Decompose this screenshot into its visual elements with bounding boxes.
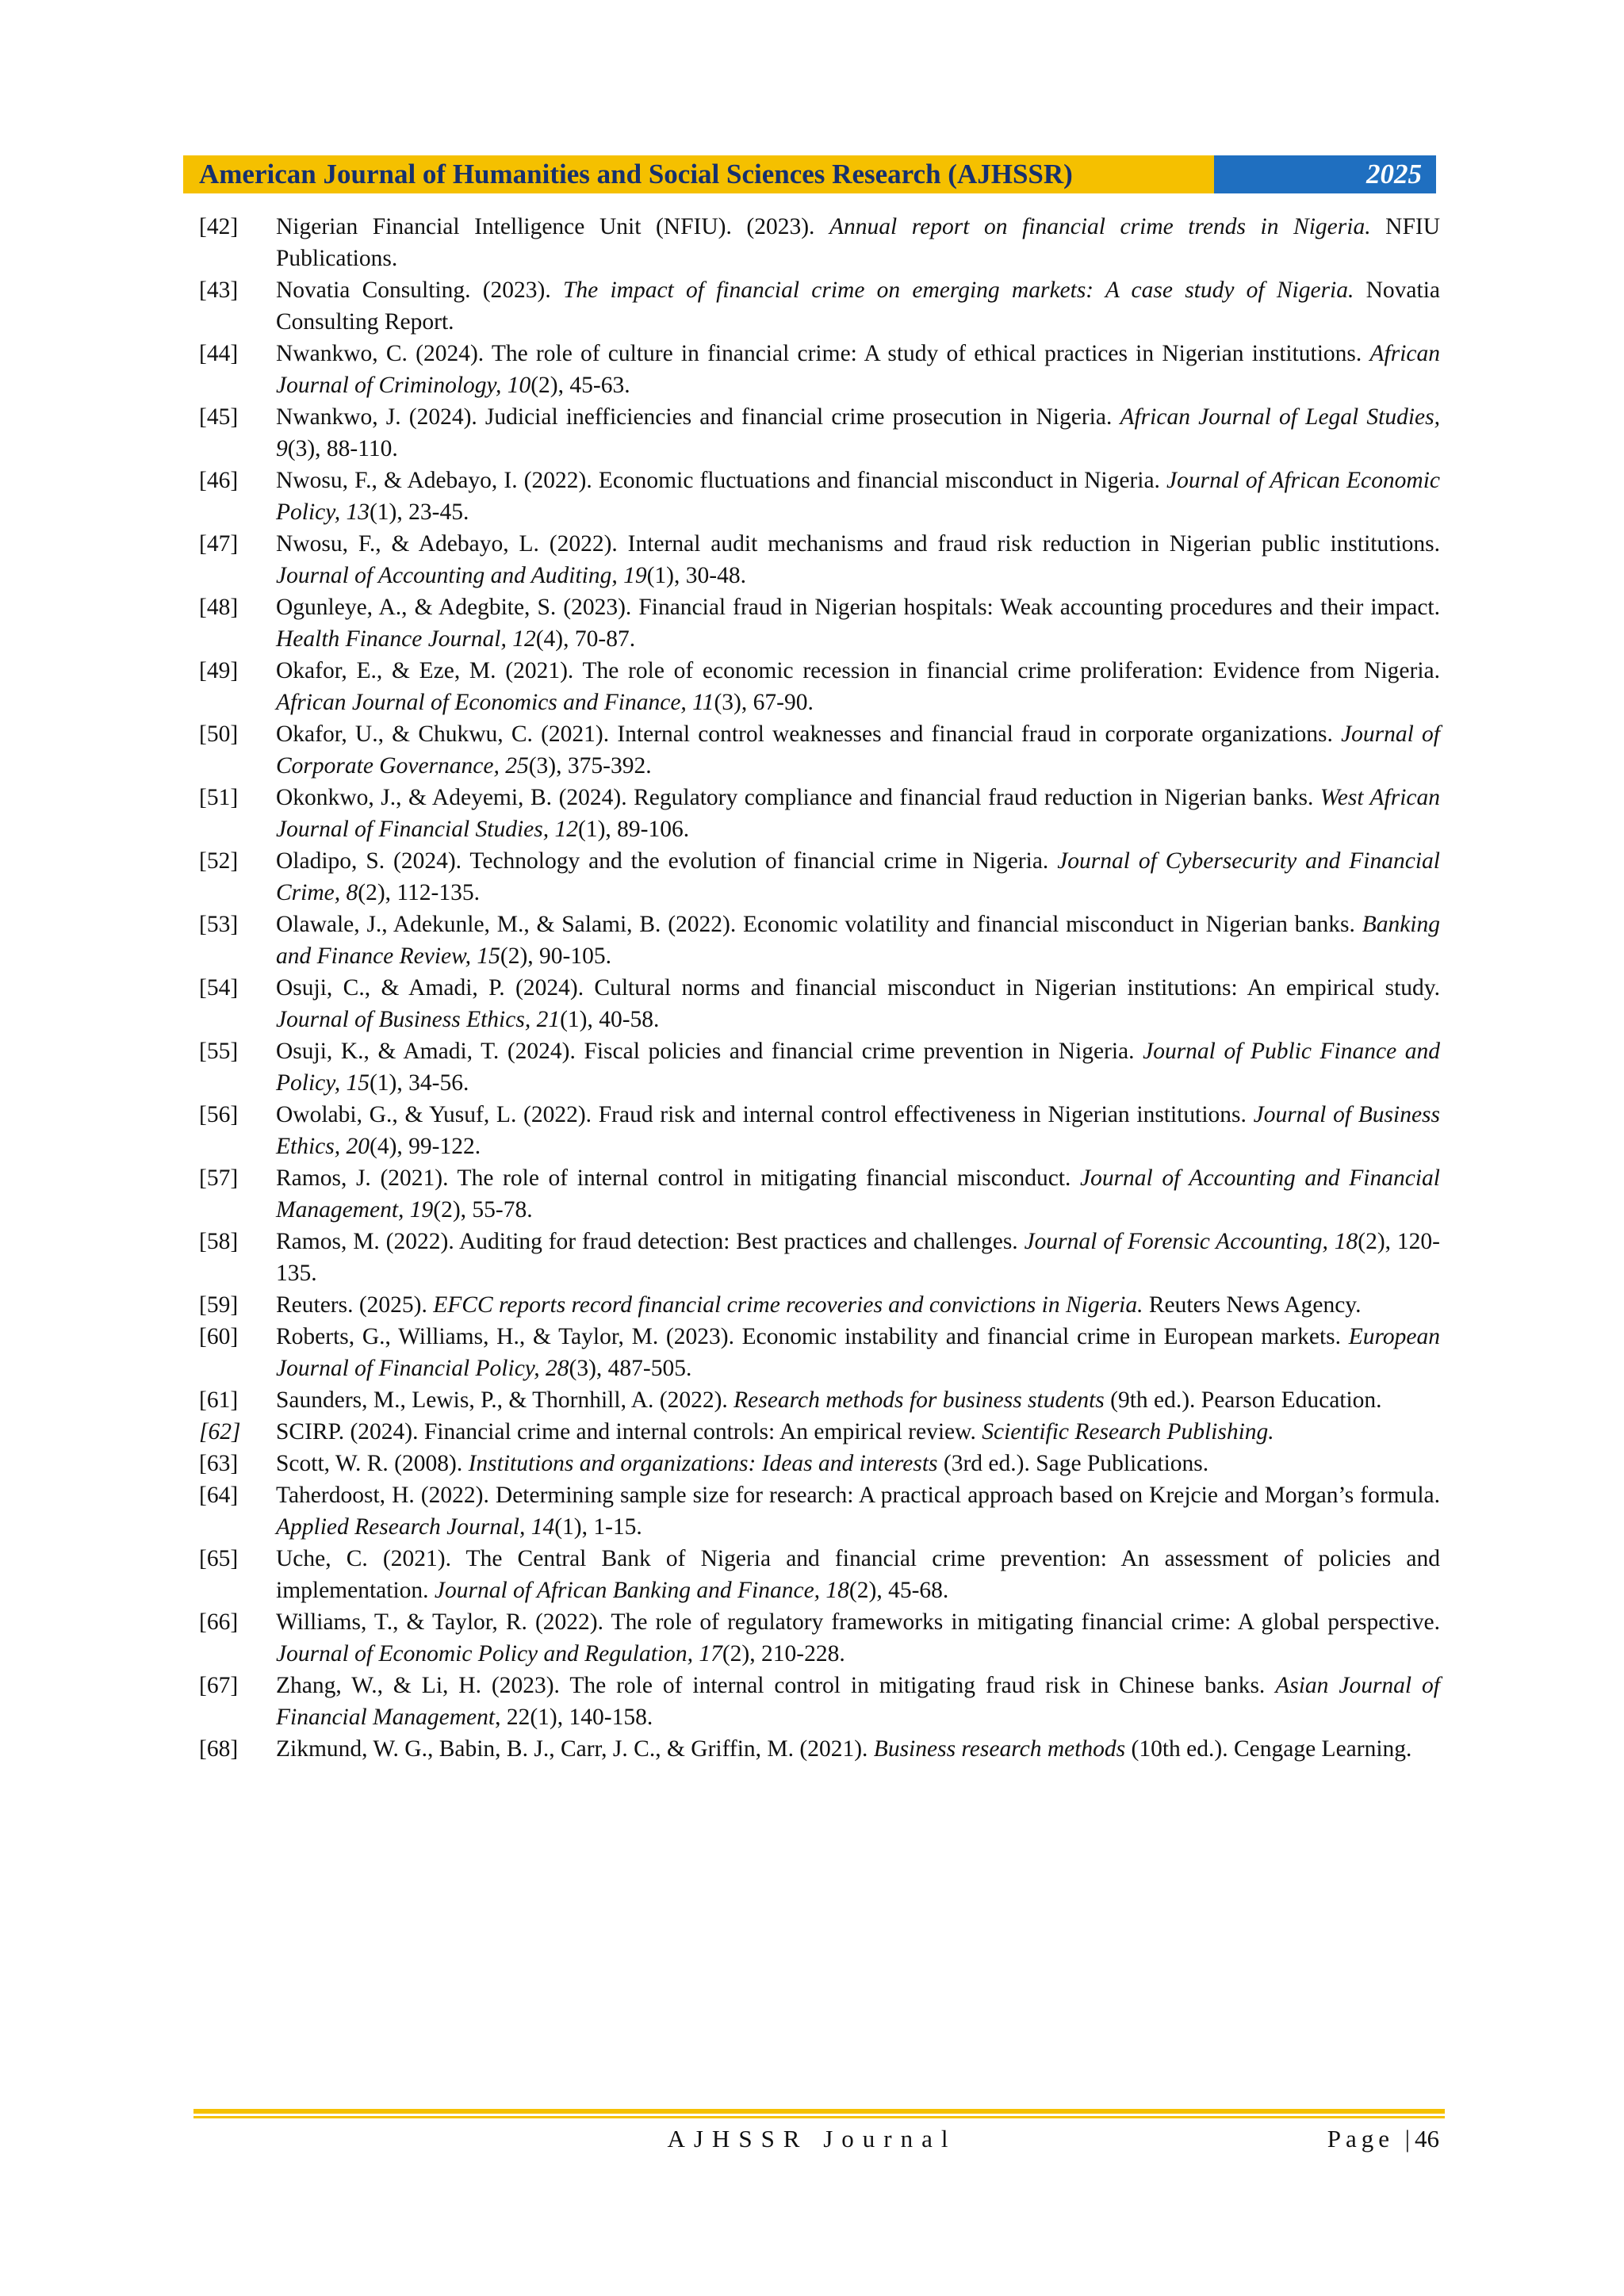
reference-number: [61] <box>199 1387 239 1413</box>
reference-text <box>276 1606 1440 1670</box>
reference-number: [58] <box>199 1229 239 1254</box>
reference-text-span: Novatia Consulting Report. <box>276 277 1441 335</box>
reference-source-italic: Journal of Business Ethics, 21 <box>276 1007 561 1032</box>
reference-text-span: Ramos, J. (2021). The role of internal control in mitigating financial misconduct. <box>276 1165 1080 1191</box>
reference-text-span: Osuji, C., & Amadi, P. (2024). Cultural norms and financial misconduct in Nigerian institutions: An empirical study. <box>276 975 1440 1001</box>
reference-text <box>276 528 1440 591</box>
reference-item <box>199 528 1440 591</box>
reference-source-italic: EFCC reports record financial crime recoveries and convictions in Nigeria. <box>433 1292 1143 1318</box>
reference-text <box>276 1670 1440 1733</box>
reference-text <box>276 274 1440 338</box>
reference-item <box>199 591 1440 655</box>
reference-text-span: (1), 23-45. <box>369 499 469 525</box>
reference-text-span: (3rd ed.). Sage Publications. <box>937 1451 1209 1476</box>
reference-text-span: (3), 487-505. <box>569 1356 692 1381</box>
reference-text <box>276 782 1440 845</box>
reference-text <box>276 211 1440 274</box>
page-label: Page | <box>1327 2125 1415 2152</box>
reference-text-span: (9th ed.). Pearson Education. <box>1104 1387 1382 1413</box>
reference-item <box>199 338 1440 401</box>
reference-number: [62] <box>199 1419 241 1445</box>
reference-number: [43] <box>199 277 239 303</box>
reference-text <box>276 1099 1440 1162</box>
reference-item <box>199 1416 1440 1448</box>
reference-source-italic: Journal of Economic Policy and Regulation, 17 <box>276 1641 722 1667</box>
reference-text-span: Okafor, E., & Eze, M. (2021). The role of economic recession in financial crime proliferation: Evidence from Nigeria. <box>276 658 1440 683</box>
reference-text-span: (3), 67-90. <box>714 690 814 715</box>
reference-text-span: NFIU Publications. <box>276 214 1440 271</box>
reference-source-italic: European Journal of Financial Policy, 28 <box>276 1324 1440 1381</box>
reference-source-italic: Journal of Cybersecurity and Financial Crime, 8 <box>276 848 1440 905</box>
reference-number: [50] <box>199 721 239 747</box>
reference-text-span: Ogunleye, A., & Adegbite, S. (2023). Financial fraud in Nigerian hospitals: Weak accounting procedures and their impact. <box>276 595 1440 620</box>
reference-text-span: Scott, W. R. (2008). <box>276 1451 469 1476</box>
reference-text-span: Nwosu, F., & Adebayo, L. (2022). Internal audit mechanisms and fraud risk reduction in Nigerian public institutions. <box>276 531 1440 557</box>
reference-text-span: , 22(1), 140-158. <box>495 1705 653 1730</box>
page-number: 46 <box>1415 2125 1439 2152</box>
reference-number: [60] <box>199 1324 239 1349</box>
reference-number: [52] <box>199 848 239 874</box>
reference-text <box>276 401 1440 465</box>
reference-text <box>276 909 1440 972</box>
reference-text-span: Okonkwo, J., & Adeyemi, B. (2024). Regulatory compliance and financial fraud reduction in Nigerian banks. <box>276 785 1320 810</box>
footer-journal-name: AJHSSR Journal <box>667 2125 957 2152</box>
reference-number: [42] <box>199 214 239 239</box>
reference-item <box>199 1448 1440 1479</box>
reference-text-span: Taherdoost, H. (2022). Determining sample size for research: A practical approach based on Krejcie and Morgan’s formula. <box>276 1483 1440 1508</box>
reference-text-span: Osuji, K., & Amadi, T. (2024). Fiscal policies and financial crime prevention in Nigeria. <box>276 1039 1143 1064</box>
reference-text-span: (1), 89-106. <box>578 817 690 842</box>
reference-item <box>199 1162 1440 1226</box>
reference-text-span: Olawale, J., Adekunle, M., & Salami, B. (2022). Economic volatility and financial misconduct in Nigerian banks. <box>276 912 1362 937</box>
reference-number: [51] <box>199 785 239 810</box>
reference-text <box>276 1543 1440 1606</box>
reference-text <box>276 1321 1440 1384</box>
reference-number: [64] <box>199 1483 239 1508</box>
reference-number: [54] <box>199 975 239 1001</box>
reference-text-span: (4), 99-122. <box>370 1134 481 1159</box>
reference-item <box>199 401 1440 465</box>
reference-item <box>199 1321 1440 1384</box>
footer-rule <box>193 2109 1445 2114</box>
reference-text-span: SCIRP. (2024). Financial crime and internal controls: An empirical review. <box>276 1419 982 1445</box>
reference-text-span: (2), 45-63. <box>530 373 630 398</box>
reference-source-italic: Journal of African Banking and Finance, 18 <box>434 1578 849 1603</box>
reference-number: [46] <box>199 468 239 493</box>
reference-item <box>199 1606 1440 1670</box>
reference-text-span: (2), 210-228. <box>722 1641 845 1667</box>
reference-text <box>276 338 1440 401</box>
reference-item <box>199 718 1440 782</box>
reference-source-italic: Institutions and organizations: Ideas and interests <box>468 1451 938 1476</box>
reference-number: [45] <box>199 404 239 430</box>
footer-page-indicator <box>1327 2123 1439 2155</box>
reference-text <box>276 1289 1440 1321</box>
reference-source-italic: Journal of Corporate Governance, 25 <box>276 721 1441 779</box>
reference-text-span: Uche, C. (2021). The Central Bank of Nigeria and financial crime prevention: An assessment of policies and implementation. <box>276 1546 1440 1603</box>
reference-text-span: Nwankwo, J. (2024). Judicial inefficiencies and financial crime prosecution in Nigeria. <box>276 404 1120 430</box>
reference-item <box>199 655 1440 718</box>
reference-number: [49] <box>199 658 239 683</box>
reference-number: [63] <box>199 1451 239 1476</box>
reference-item <box>199 1099 1440 1162</box>
reference-source-italic: Business research methods <box>873 1736 1126 1762</box>
reference-text <box>276 1162 1440 1226</box>
reference-source-italic: Journal of Accounting and Financial Management, 19 <box>276 1165 1440 1223</box>
reference-source-italic: Banking and Finance Review, 15 <box>276 912 1440 969</box>
reference-number: [59] <box>199 1292 239 1318</box>
reference-item <box>199 909 1440 972</box>
reference-source-italic: Scientific Research Publishing. <box>982 1419 1274 1445</box>
reference-text-span: Zikmund, W. G., Babin, B. J., Carr, J. C., & Griffin, M. (2021). <box>276 1736 874 1762</box>
reference-source-italic: African Journal of Economics and Finance, 11 <box>276 690 714 715</box>
reference-number: [56] <box>199 1102 239 1127</box>
reference-source-italic: Health Finance Journal, 12 <box>276 626 536 652</box>
reference-item <box>199 1543 1440 1606</box>
reference-text-span: (1), 40-58. <box>560 1007 660 1032</box>
reference-number: [65] <box>199 1546 239 1571</box>
reference-number: [68] <box>199 1736 239 1762</box>
reference-text-span: (1), 34-56. <box>369 1070 469 1096</box>
reference-item <box>199 465 1440 528</box>
reference-text-span: (2), 90-105. <box>500 943 611 969</box>
reference-text-span: Okafor, U., & Chukwu, C. (2021). Internal control weaknesses and financial fraud in corporate organizations. <box>276 721 1342 747</box>
reference-source-italic: African Journal of Legal Studies, 9 <box>276 404 1440 461</box>
reference-text-span: Zhang, W., & Li, H. (2023). The role of internal control in mitigating fraud risk in Chinese banks. <box>276 1673 1276 1698</box>
reference-text-span: (2), 55-78. <box>433 1197 533 1223</box>
reference-number: [66] <box>199 1609 239 1635</box>
reference-item <box>199 1479 1440 1543</box>
reference-text <box>276 1479 1440 1543</box>
reference-source-italic: Annual report on financial crime trends in Nigeria. <box>829 214 1371 239</box>
reference-list <box>199 211 1440 1765</box>
reference-text-span: Novatia Consulting. (2023). <box>276 277 563 303</box>
reference-number: [47] <box>199 531 239 557</box>
reference-text <box>276 465 1440 528</box>
reference-text-span: (3), 375-392. <box>528 753 652 779</box>
reference-text <box>276 972 1440 1035</box>
reference-text <box>276 718 1440 782</box>
reference-text-span: Reuters. (2025). <box>276 1292 434 1318</box>
journal-title: American Journal of Humanities and Social Sciences Research (AJHSSR) <box>183 155 1214 193</box>
reference-text <box>276 591 1440 655</box>
reference-item <box>199 1289 1440 1321</box>
publication-year: 2025 <box>1214 155 1436 193</box>
reference-text-span: Oladipo, S. (2024). Technology and the evolution of financial crime in Nigeria. <box>276 848 1058 874</box>
reference-item <box>199 782 1440 845</box>
reference-source-italic: Journal of Accounting and Auditing, 19 <box>276 563 647 588</box>
reference-number: [57] <box>199 1165 239 1191</box>
reference-source-italic: Asian Journal of Financial Management <box>276 1673 1440 1730</box>
reference-text-span: Roberts, G., Williams, H., & Taylor, M. (2023). Economic instability and financial crime in European markets. <box>276 1324 1349 1349</box>
reference-text-span: Reuters News Agency. <box>1143 1292 1362 1318</box>
reference-text <box>276 1416 1440 1448</box>
running-header <box>183 155 1436 193</box>
reference-text-span: (2), 120-135. <box>276 1229 1440 1286</box>
reference-text-span: Saunders, M., Lewis, P., & Thornhill, A. (2022). <box>276 1387 734 1413</box>
reference-text-span: (3), 88-110. <box>287 436 398 461</box>
reference-number: [48] <box>199 595 239 620</box>
reference-text-span: (1), 1-15. <box>554 1514 642 1540</box>
reference-item <box>199 274 1440 338</box>
reference-text-span: Ramos, M. (2022). Auditing for fraud detection: Best practices and challenges. <box>276 1229 1025 1254</box>
reference-text-span: Owolabi, G., & Yusuf, L. (2022). Fraud risk and internal control effectiveness in Nigerian institutions. <box>276 1102 1254 1127</box>
reference-source-italic: Journal of Forensic Accounting, 18 <box>1024 1229 1358 1254</box>
reference-source-italic: Journal of Business Ethics, 20 <box>276 1102 1440 1159</box>
reference-item <box>199 211 1440 274</box>
reference-text <box>276 1035 1440 1099</box>
reference-text-span: Nwosu, F., & Adebayo, I. (2022). Economic fluctuations and financial misconduct in Nigeria. <box>276 468 1167 493</box>
reference-item <box>199 845 1440 909</box>
reference-item <box>199 1384 1440 1416</box>
reference-item <box>199 1670 1440 1733</box>
reference-text-span: (4), 70-87. <box>535 626 636 652</box>
reference-source-italic: Applied Research Journal, 14 <box>276 1514 555 1540</box>
reference-source-italic: Journal of Public Finance and Policy, 15 <box>276 1039 1441 1096</box>
reference-text <box>276 655 1440 718</box>
reference-item <box>199 1035 1440 1099</box>
reference-number: [44] <box>199 341 239 366</box>
reference-text <box>276 845 1440 909</box>
reference-number: [55] <box>199 1039 239 1064</box>
reference-text <box>276 1733 1440 1765</box>
reference-source-italic: Research methods for business students <box>733 1387 1105 1413</box>
reference-item <box>199 1226 1440 1289</box>
reference-number: [67] <box>199 1673 239 1698</box>
reference-text <box>276 1384 1440 1416</box>
reference-source-italic: West African Journal of Financial Studies, 12 <box>276 785 1441 842</box>
reference-text-span: (10th ed.). Cengage Learning. <box>1125 1736 1412 1762</box>
footer-rule-thin <box>193 2116 1445 2118</box>
reference-text-span: (2), 112-135. <box>358 880 481 905</box>
reference-text-span: Nwankwo, C. (2024). The role of culture in financial crime: A study of ethical practices in Nigerian institutions. <box>276 341 1370 366</box>
reference-text-span: Nigerian Financial Intelligence Unit (NFIU). (2023). <box>276 214 829 239</box>
reference-item <box>199 1733 1440 1765</box>
reference-text-span: Williams, T., & Taylor, R. (2022). The role of regulatory frameworks in mitigating financial crime: A global perspective. <box>276 1609 1440 1635</box>
reference-source-italic: The impact of financial crime on emerging markets: A case study of Nigeria. <box>562 277 1354 303</box>
reference-text-span: (1), 30-48. <box>646 563 746 588</box>
reference-text <box>276 1226 1440 1289</box>
reference-number: [53] <box>199 912 239 937</box>
reference-source-italic: Journal of African Economic Policy, 13 <box>276 468 1440 525</box>
reference-text <box>276 1448 1440 1479</box>
reference-text-span: (2), 45-68. <box>848 1578 949 1603</box>
reference-source-italic: African Journal of Criminology, 10 <box>276 341 1440 398</box>
reference-item <box>199 972 1440 1035</box>
